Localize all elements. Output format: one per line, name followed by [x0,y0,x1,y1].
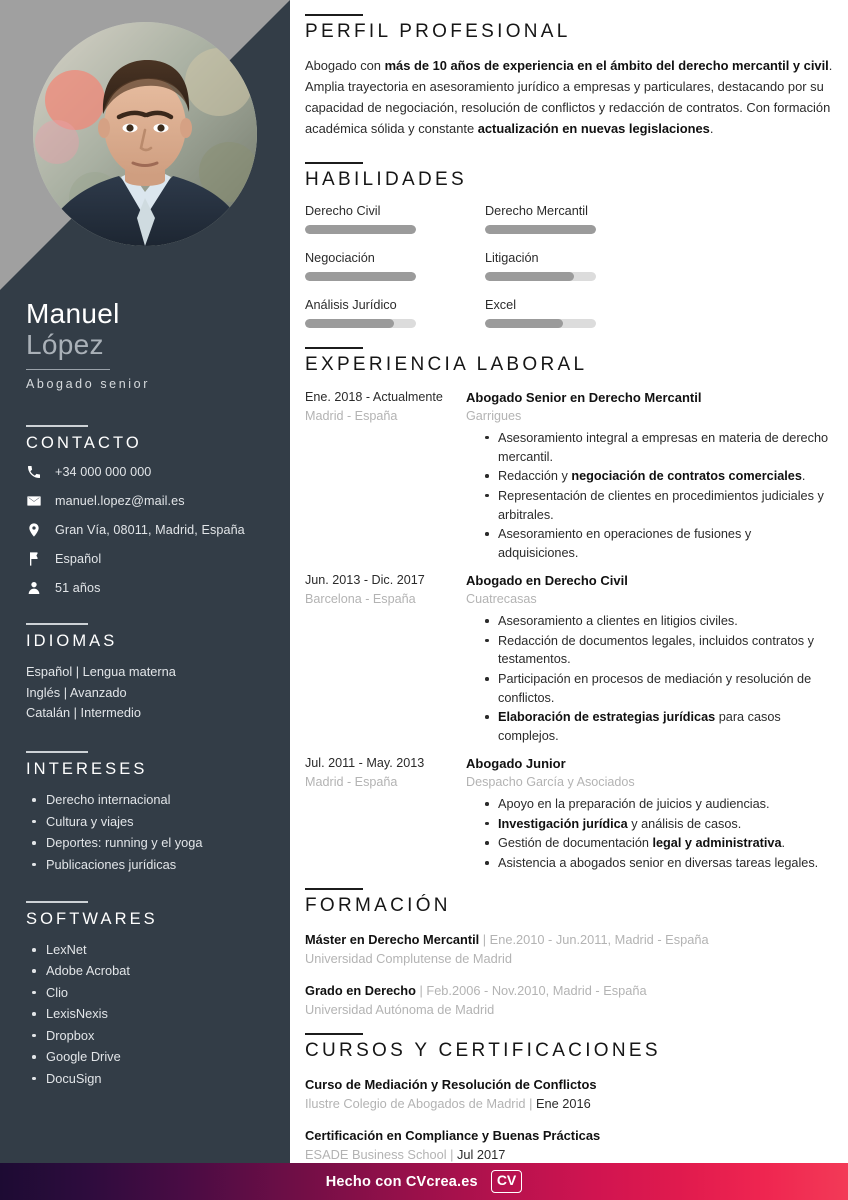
list-item: LexisNexis [26,1004,272,1023]
experience-company: Cuatrecasas [466,592,537,607]
bullet: Elaboración de estrategias jurídicas para casos complejos. [483,708,833,745]
course-title: Certificación en Compliance y Buenas Prácticas [305,1128,601,1144]
avatar [33,22,257,246]
skill-bar [485,225,596,234]
skill-bar [305,225,416,234]
skills-heading: HABILIDADES [305,168,467,190]
contact-phone-text: +34 000 000 000 [55,464,152,479]
skill-label: Excel [485,297,517,312]
skill-bar-fill [305,319,394,328]
cvcrea-logo[interactable]: CV [491,1170,522,1193]
list-item: DocuSign [26,1069,272,1088]
contact-item-phone[interactable] [26,464,272,480]
interests-list [26,790,272,874]
experience-title: Abogado Junior [466,755,566,771]
education-degree-line [305,981,833,1000]
course-date: Ene 2016 [535,1095,591,1111]
bullet: Asesoramiento integral a empresas en materia de derecho mercantil. [483,429,833,466]
skill-bar-fill [305,272,416,281]
softwares-section [26,901,272,1088]
envelope-icon [26,493,42,509]
contact-item-nationality[interactable] [26,551,272,567]
skill-item [305,251,485,281]
course-issuer-line [305,1145,833,1164]
photo-header [0,0,290,290]
language-item: Catalán | Intermedio [26,705,142,721]
experience-meta [305,389,466,564]
course-item [305,1126,833,1165]
contact-item-email[interactable] [26,493,272,509]
list-item: Google Drive [26,1047,272,1066]
skill-bar-fill [485,225,596,234]
section-divider [26,751,88,753]
bullet: Redacción y negociación de contratos comerciales. [483,467,833,486]
interests-section [26,751,272,874]
experience-date: Jun. 2013 - Dic. 2017 [305,572,425,587]
experience-location: Barcelona - España [305,591,416,606]
bullet: Redacción de documentos legales, incluidos contratos y testamentos. [483,632,833,669]
softwares-list [26,940,272,1088]
profile-heading: PERFIL PROFESIONAL [305,21,571,42]
bullet: Asesoramiento en operaciones de fusiones y adquisiciones. [483,525,833,562]
list-item: Adobe Acrobat [26,961,272,980]
list-item: LexNet [26,940,272,959]
skill-item [485,251,665,281]
experience-bullets [466,429,833,563]
bullet: Representación de clientes en procedimientos judiciales y arbitrales. [483,487,833,524]
experience-title: Abogado Senior en Derecho Mercantil [466,389,702,405]
experience-meta [305,755,466,874]
skill-label: Derecho Civil [305,203,381,218]
main-content [305,0,833,1163]
bullet: Apoyo en la preparación de juicios y audiencias. [483,795,833,814]
education-school: Universidad Complutense de Madrid [305,950,512,966]
language-item: Inglés | Avanzado [26,684,127,700]
experience-location: Madrid - España [305,408,398,423]
footer-banner [0,1163,848,1200]
section-divider [26,623,88,625]
section-divider [305,888,363,890]
phone-icon [26,464,42,480]
courses-section [305,1033,833,1165]
profile-section [305,0,833,140]
bullet: Participación en procesos de mediación y resolución de conflictos. [483,670,833,707]
skill-item [485,204,665,234]
profile-text: Abogado con más de 10 años de experiencia en el ámbito del derecho mercantil y civil. Amplia trayectoria en asesoramiento jurídico a empresas y particulares, destacando por su capacidad de negociación, resolución de conflictos y redacción de contratos. Con formación académica sólida y constante actualización en nuevas legislaciones. [305,58,833,136]
experience-bullets [466,612,833,746]
skill-label: Análisis Jurídico [305,297,397,312]
course-date: Jul 2017 [456,1147,506,1163]
languages-section [26,623,272,725]
contact-address-text: Gran Vía, 08011, Madrid, España [55,522,245,537]
profile-photo [33,22,257,246]
course-issuer: ESADE Business School | [305,1147,457,1163]
experience-location: Madrid - España [305,774,398,789]
education-section [305,888,833,1020]
bullet: Asesoramiento a clientes en litigios civiles. [483,612,833,631]
skills-section [305,162,833,345]
bullet: Investigación jurídica y análisis de casos. [483,815,833,834]
list-item: Dropbox [26,1026,272,1045]
experience-section [305,347,833,874]
course-issuer-line [305,1094,833,1113]
skill-item [305,204,485,234]
language-item: Español | Lengua materna [26,663,176,679]
education-item [305,981,833,1019]
section-divider [305,14,363,16]
list-item: Derecho internacional [26,790,272,809]
skill-item [485,298,665,328]
skill-item [305,298,485,328]
skill-label: Litigación [485,250,539,265]
experience-body [466,572,833,747]
course-title: Curso de Mediación y Resolución de Conflictos [305,1076,597,1092]
person-icon [26,580,42,596]
list-item: Clio [26,983,272,1002]
experience-company: Garrigues [466,409,522,424]
education-school: Universidad Autónoma de Madrid [305,1002,495,1018]
section-divider [305,162,363,164]
section-divider [305,347,363,349]
last-name: López [26,329,104,361]
section-divider [305,1033,363,1035]
experience-item [305,572,833,747]
experience-date: Ene. 2018 - Actualmente [305,389,443,404]
job-role: Abogado senior [26,376,150,391]
experience-heading: EXPERIENCIA LABORAL [305,353,588,375]
list-item: Cultura y viajes [26,812,272,831]
experience-date: Jul. 2011 - May. 2013 [305,755,425,770]
section-divider [26,425,88,427]
skill-bar [485,272,596,281]
list-item: Deportes: running y el yoga [26,833,272,852]
name-block [26,298,272,391]
education-heading: FORMACIÓN [305,894,451,916]
skill-label: Derecho Mercantil [485,203,588,218]
course-item [305,1075,833,1114]
experience-body [466,389,833,564]
experience-bullets [466,795,833,873]
contact-age-text: 51 años [55,580,101,595]
bullet: Asistencia a abogados senior en diversas tareas legales. [483,854,833,873]
education-meta: | Ene.2010 - Jun.2011, Madrid - España [479,931,709,947]
skill-bar [305,272,416,281]
first-name: Manuel [26,298,120,329]
contact-section [26,425,272,596]
courses-heading: CURSOS Y CERTIFICACIONES [305,1039,661,1061]
interests-heading: INTERESES [26,760,148,779]
list-item: Publicaciones jurídicas [26,855,272,874]
skill-bar-fill [485,319,563,328]
education-degree: Grado en Derecho [305,983,416,999]
skill-bar-fill [305,225,416,234]
sidebar [0,0,290,1163]
section-divider [26,901,88,903]
education-degree-line [305,930,833,949]
experience-body [466,755,833,874]
softwares-heading: SOFTWARES [26,910,158,928]
contact-item-age[interactable] [26,580,272,596]
skill-label: Negociación [305,250,375,265]
flag-icon [26,551,42,567]
experience-meta [305,572,466,747]
location-pin-icon [26,522,42,538]
contact-heading: CONTACTO [26,433,142,452]
footer-text: Hecho con CVcrea.es [325,1173,478,1190]
languages-heading: IDIOMAS [26,631,118,650]
contact-nationality-text: Español [55,551,102,566]
education-item [305,930,833,968]
skill-bar-fill [485,272,574,281]
skill-bar [305,319,416,328]
experience-item [305,755,833,874]
education-meta: | Feb.2006 - Nov.2010, Madrid - España [415,983,647,999]
experience-title: Abogado en Derecho Civil [466,572,628,588]
skills-grid [305,204,833,345]
experience-item [305,389,833,564]
contact-item-address[interactable] [26,522,272,538]
education-degree: Máster en Derecho Mercantil [305,931,480,947]
sidebar-content [26,290,272,1090]
role-divider [26,369,110,370]
skill-bar [485,319,596,328]
course-issuer: Ilustre Colegio de Abogados de Madrid | [305,1095,536,1111]
bullet: Gestión de documentación legal y administrativa. [483,834,833,853]
experience-company: Despacho García y Asociados [466,775,635,790]
contact-email-text: manuel.lopez@mail.es [55,493,185,508]
